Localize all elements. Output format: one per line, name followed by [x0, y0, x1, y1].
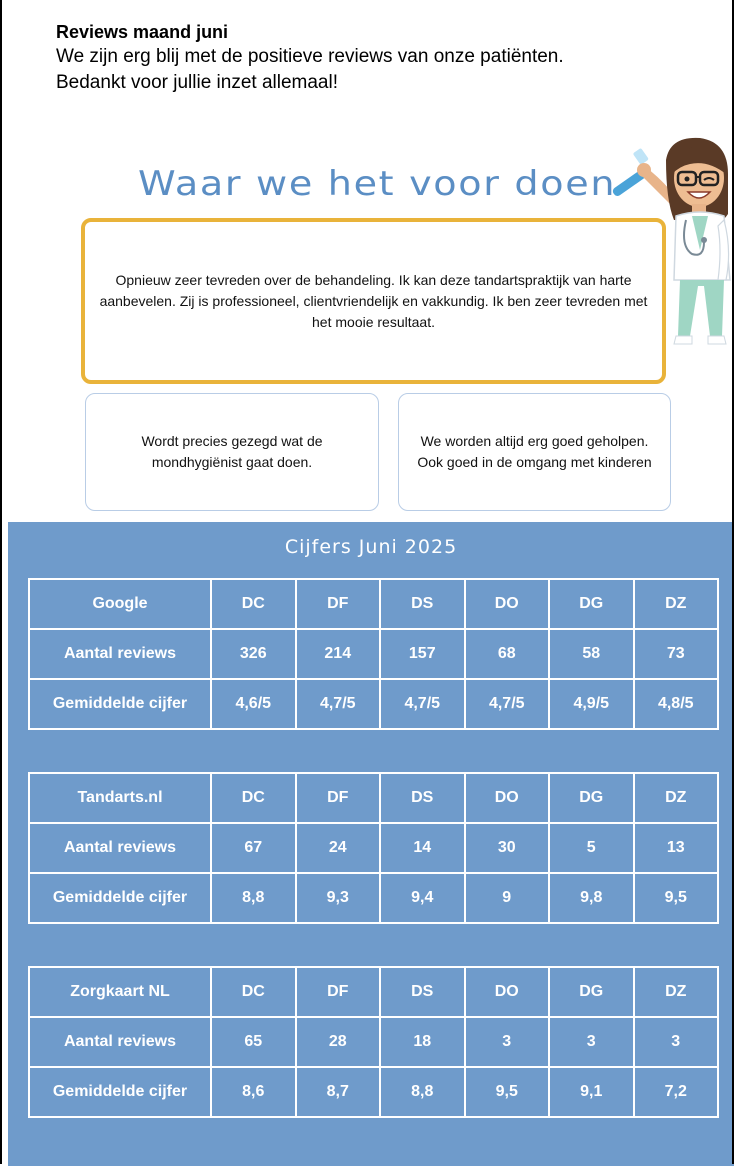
table-cell: 73 — [634, 629, 719, 679]
table-cell: DF — [296, 579, 381, 629]
table-cell: DS — [380, 579, 465, 629]
table-cell: 4,7/5 — [296, 679, 381, 729]
table-cell: 18 — [380, 1017, 465, 1067]
table-row — [29, 679, 718, 729]
table-cell: 8,6 — [211, 1067, 296, 1117]
table-cell: DG — [549, 579, 634, 629]
table-cell: 28 — [296, 1017, 381, 1067]
review-card-left — [85, 393, 379, 511]
headline: Waar we het voor doen — [138, 164, 617, 204]
table-cell: DS — [380, 967, 465, 1017]
table-cell: 4,7/5 — [380, 679, 465, 729]
table-cell: 68 — [465, 629, 550, 679]
table-cell: 58 — [549, 629, 634, 679]
tandarts-nl-stats-table — [28, 772, 719, 924]
table-cell: DZ — [634, 579, 719, 629]
table-cell: 9,4 — [380, 873, 465, 923]
table-cell: 9,3 — [296, 873, 381, 923]
table-cell: 214 — [296, 629, 381, 679]
table-header-row — [29, 773, 718, 823]
stats-section — [8, 522, 734, 1166]
table-row — [29, 873, 718, 923]
zorgkaart-nl-stats-table — [28, 966, 719, 1118]
table-cell: 3 — [634, 1017, 719, 1067]
review-card-right-text: We worden altijd erg goed geholpen. Ook goed in de omgang met kinderen — [417, 433, 652, 470]
table-cell: 24 — [296, 823, 381, 873]
table-row — [29, 1017, 718, 1067]
table-cell: 8,8 — [211, 873, 296, 923]
table-cell: DF — [296, 773, 381, 823]
table-cell: DO — [465, 773, 550, 823]
table-cell: DC — [211, 967, 296, 1017]
table-cell: 7,2 — [634, 1067, 719, 1117]
table-cell: 9,8 — [549, 873, 634, 923]
table-cell: DG — [549, 773, 634, 823]
table-cell: 14 — [380, 823, 465, 873]
table-header-row — [29, 579, 718, 629]
table-cell: 9,5 — [465, 1067, 550, 1117]
table-cell: Google — [29, 579, 211, 629]
table-row — [29, 629, 718, 679]
table-cell: 8,7 — [296, 1067, 381, 1117]
table-cell: 4,6/5 — [211, 679, 296, 729]
intro-line-2: Bedankt voor jullie inzet allemaal! — [56, 72, 338, 93]
table-cell: 3 — [465, 1017, 550, 1067]
table-cell: Gemiddelde cijfer — [29, 873, 211, 923]
table-cell: 4,9/5 — [549, 679, 634, 729]
table-cell: 9,1 — [549, 1067, 634, 1117]
review-card-right — [398, 393, 671, 511]
table-cell: DG — [549, 967, 634, 1017]
table-cell: DO — [465, 579, 550, 629]
table-cell: Aantal reviews — [29, 823, 211, 873]
table-header-row — [29, 967, 718, 1017]
table-cell: 4,8/5 — [634, 679, 719, 729]
page-title: Reviews maand juni — [56, 22, 229, 42]
table-cell: 5 — [549, 823, 634, 873]
table-cell: 9,5 — [634, 873, 719, 923]
table-cell: DS — [380, 773, 465, 823]
table-cell: 8,8 — [380, 1067, 465, 1117]
table-cell: 67 — [211, 823, 296, 873]
table-cell: DO — [465, 967, 550, 1017]
stats-title: Cijfers Juni 2025 — [284, 536, 458, 558]
table-cell: DZ — [634, 967, 719, 1017]
table-cell: Gemiddelde cijfer — [29, 1067, 211, 1117]
table-cell: 30 — [465, 823, 550, 873]
table-cell: Tandarts.nl — [29, 773, 211, 823]
table-cell: 326 — [211, 629, 296, 679]
google-stats-table — [28, 578, 719, 730]
table-cell: DF — [296, 967, 381, 1017]
table-row — [29, 823, 718, 873]
table-cell: 65 — [211, 1017, 296, 1067]
table-cell: 13 — [634, 823, 719, 873]
table-cell: DC — [211, 773, 296, 823]
intro — [56, 20, 696, 96]
table-cell: DZ — [634, 773, 719, 823]
featured-review — [81, 218, 666, 384]
table-cell: Aantal reviews — [29, 629, 211, 679]
table-cell: 157 — [380, 629, 465, 679]
table-row — [29, 1067, 718, 1117]
intro-line-1: We zijn erg blij met de positieve reviews van onze patiënten. — [56, 46, 564, 67]
review-card-left-text: Wordt precies gezegd wat de mondhygiënist gaat doen. — [141, 433, 323, 470]
table-cell: DC — [211, 579, 296, 629]
table-cell: 3 — [549, 1017, 634, 1067]
table-cell: Zorgkaart NL — [29, 967, 211, 1017]
table-cell: Gemiddelde cijfer — [29, 679, 211, 729]
table-cell: 9 — [465, 873, 550, 923]
featured-review-text: Opnieuw zeer tevreden over de behandeling. Ik kan deze tandartspraktijk van harte aanbevelen. Zij is professioneel, clientvriendelijk en vakkundig. Ik ben zeer tevreden met het mooie resultaat. — [99, 271, 648, 330]
table-cell: Aantal reviews — [29, 1017, 211, 1067]
table-cell: 4,7/5 — [465, 679, 550, 729]
